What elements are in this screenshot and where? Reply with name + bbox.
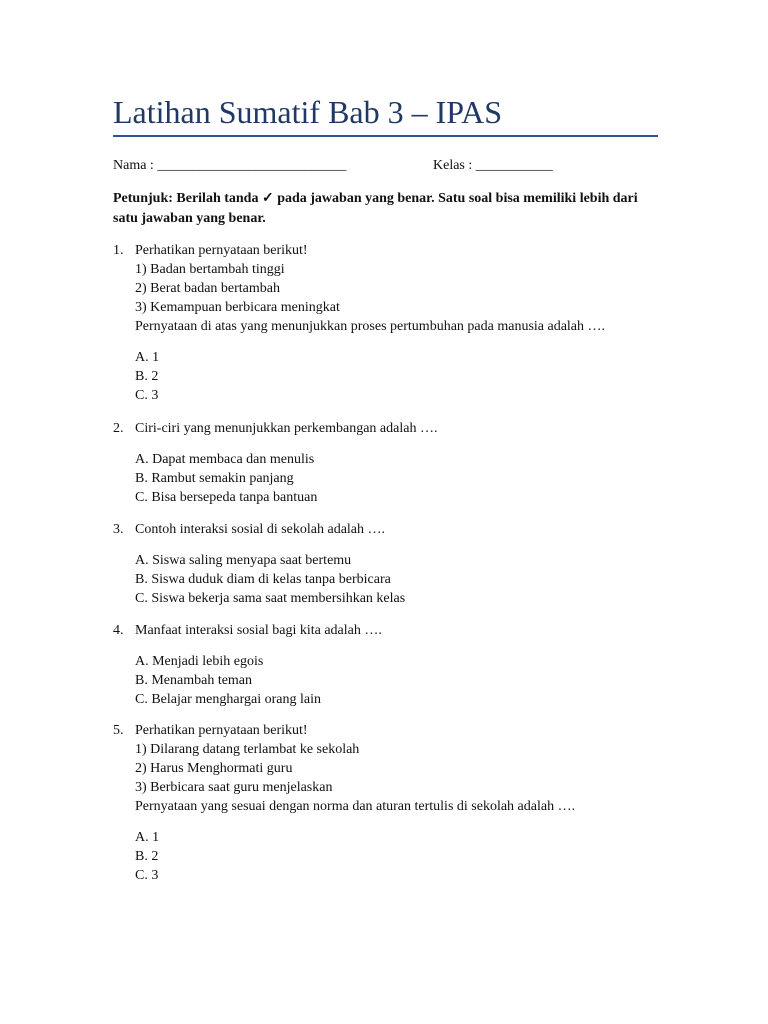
question-body: [135, 241, 658, 405]
question-2: [113, 419, 658, 507]
question-body: [135, 621, 658, 709]
name-blank-line: ___________________________: [157, 158, 347, 173]
answer-options: [135, 551, 658, 608]
answer-option: A. Dapat membaca dan menulis: [135, 452, 315, 467]
question-number: 4.: [113, 623, 124, 638]
answer-option: A. Menjadi lebih egois: [135, 654, 264, 669]
answer-option: C. 3: [135, 868, 159, 883]
answer-options: [135, 348, 658, 405]
answer-option: B. Rambut semakin panjang: [135, 471, 294, 486]
question-number: 1.: [113, 243, 124, 258]
question-number: 5.: [113, 723, 124, 738]
question-number: 3.: [113, 522, 124, 537]
question-body: [135, 520, 658, 608]
class-label: Kelas :: [433, 158, 473, 173]
statement-line: 2) Harus Menghormati guru: [135, 761, 293, 776]
question-text: Ciri-ciri yang menunjukkan perkembangan adalah ….: [135, 421, 438, 436]
answer-options: [135, 450, 658, 507]
question-1: [113, 241, 658, 405]
statement-line: 3) Kemampuan berbicara meningkat: [135, 300, 340, 315]
name-label: Nama :: [113, 158, 154, 173]
title-underline: [113, 135, 658, 137]
question-body: [135, 721, 658, 885]
question-4: [113, 621, 658, 709]
answer-option: B. Siswa duduk diam di kelas tanpa berbicara: [135, 572, 391, 587]
question-text: Manfaat interaksi sosial bagi kita adalah ….: [135, 623, 382, 638]
question-3: [113, 520, 658, 608]
answer-option: C. Siswa bekerja sama saat membersihkan kelas: [135, 591, 406, 606]
class-field: [433, 156, 553, 176]
name-field: [113, 156, 346, 176]
answer-option: C. 3: [135, 388, 159, 403]
answer-options: [135, 828, 658, 885]
page-title: Latihan Sumatif Bab 3 – IPAS: [113, 94, 503, 130]
question-5: [113, 721, 658, 885]
answer-option: C. Bisa bersepeda tanpa bantuan: [135, 490, 318, 505]
question-text: Perhatikan pernyataan berikut!: [135, 723, 308, 738]
answer-option: A. 1: [135, 830, 160, 845]
question-number: 2.: [113, 421, 124, 436]
statement-line: 1) Badan bertambah tinggi: [135, 262, 285, 277]
answer-option: B. 2: [135, 849, 159, 864]
answer-option: A. Siswa saling menyapa saat bertemu: [135, 553, 352, 568]
answer-options: [135, 652, 658, 709]
statement-line: 1) Dilarang datang terlambat ke sekolah: [135, 742, 360, 757]
question-text: Perhatikan pernyataan berikut!: [135, 243, 308, 258]
answer-option: B. 2: [135, 369, 159, 384]
answer-option: C. Belajar menghargai orang lain: [135, 692, 321, 707]
class-blank-line: ___________: [475, 158, 553, 173]
question-prompt: Pernyataan di atas yang menunjukkan proses pertumbuhan pada manusia adalah ….: [135, 319, 606, 334]
question-text: Contoh interaksi sosial di sekolah adalah ….: [135, 522, 386, 537]
question-body: [135, 419, 658, 507]
statement-line: 2) Berat badan bertambah: [135, 281, 280, 296]
statement-line: 3) Berbicara saat guru menjelaskan: [135, 780, 333, 795]
answer-option: B. Menambah teman: [135, 673, 253, 688]
instructions: Petunjuk: Berilah tanda ✓ pada jawaban yang benar. Satu soal bisa memiliki lebih dari satu jawaban yang benar.: [113, 191, 638, 226]
answer-option: A. 1: [135, 350, 160, 365]
question-prompt: Pernyataan yang sesuai dengan norma dan aturan tertulis di sekolah adalah ….: [135, 799, 576, 814]
